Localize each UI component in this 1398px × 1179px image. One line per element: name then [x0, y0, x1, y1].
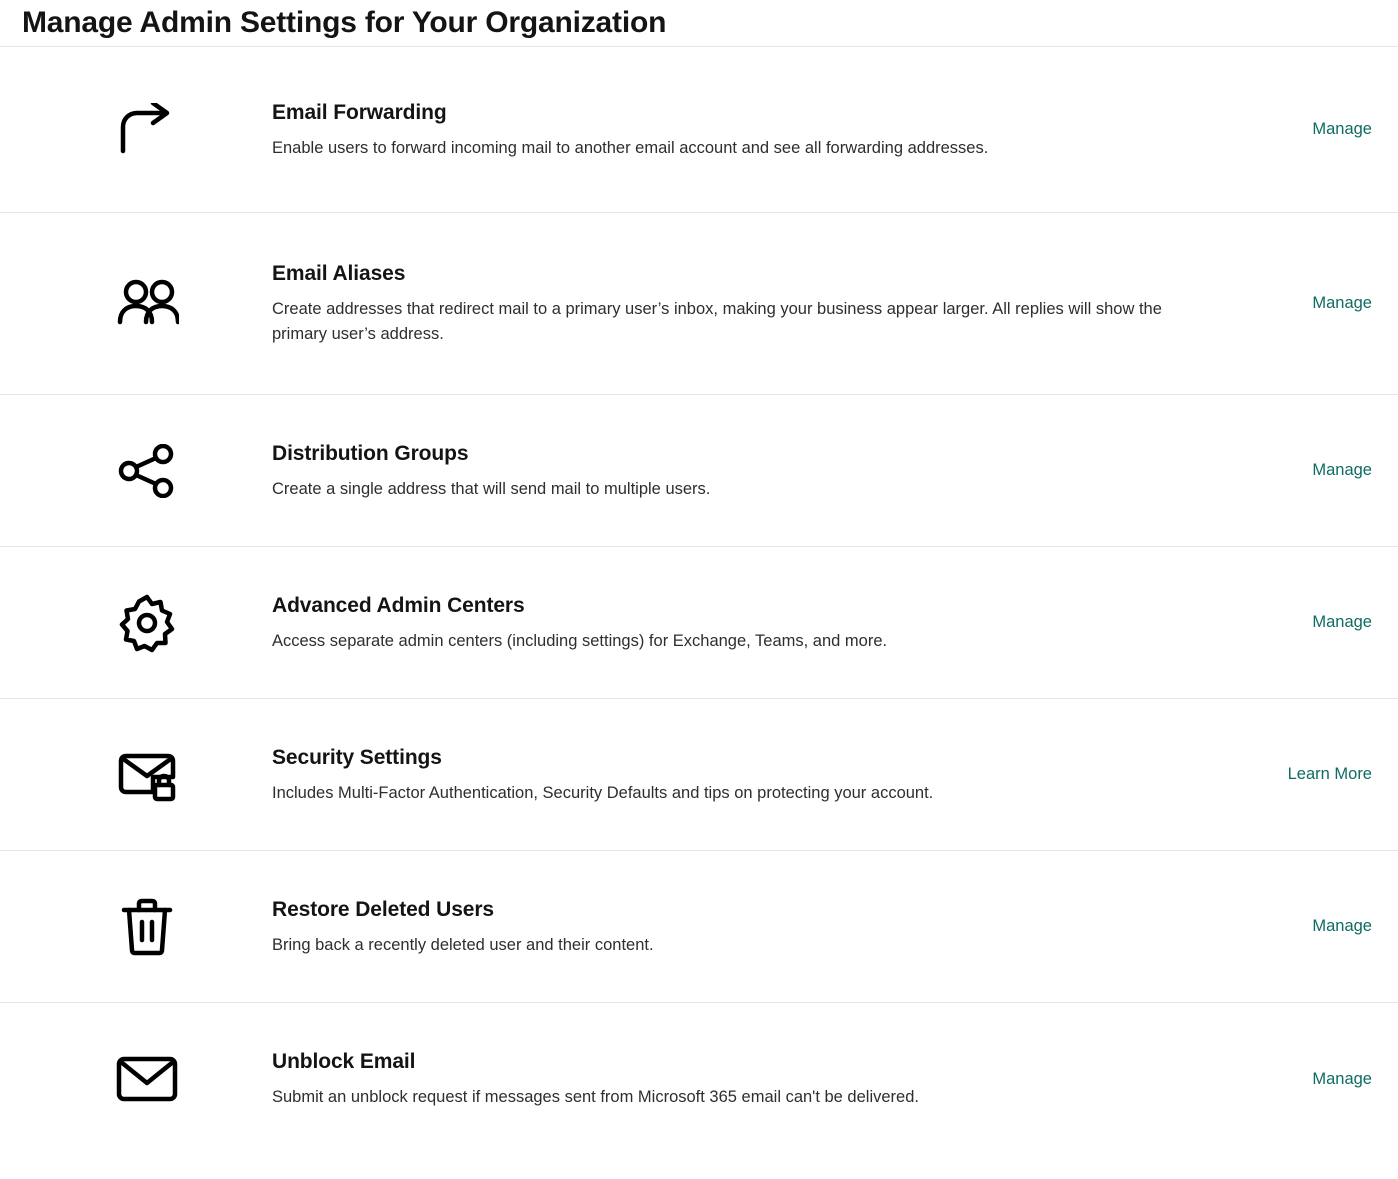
setting-description: Includes Multi-Factor Authentication, Security Defaults and tips on protecting your account.	[272, 783, 934, 802]
setting-action-cell	[1202, 120, 1372, 139]
setting-action-cell	[1202, 765, 1372, 784]
setting-row-advanced-admin-centers[interactable]	[0, 547, 1398, 699]
setting-description: Enable users to forward incoming mail to another email account and see all forwarding addresses.	[272, 138, 989, 157]
setting-text-email-forwarding	[272, 99, 1202, 161]
setting-row-security-settings[interactable]	[0, 699, 1398, 851]
manage-link-restore-deleted-users[interactable]: Manage	[1312, 917, 1372, 935]
setting-title: Email Forwarding	[272, 100, 447, 124]
setting-text-email-aliases	[272, 260, 1202, 347]
setting-description: Submit an unblock request if messages sent from Microsoft 365 email can't be delivered.	[272, 1088, 919, 1106]
share-network-icon	[22, 444, 272, 498]
manage-link-email-aliases[interactable]: Manage	[1312, 294, 1372, 312]
setting-row-unblock-email[interactable]	[0, 1003, 1398, 1155]
setting-description: Bring back a recently deleted user and their content.	[272, 935, 654, 954]
setting-action-cell	[1202, 294, 1372, 313]
setting-description: Create addresses that redirect mail to a primary user’s inbox, making your business appear larger. All replies will show the primary user’s address.	[272, 300, 1162, 343]
setting-action-cell	[1202, 613, 1372, 632]
manage-link-advanced-admin-centers[interactable]: Manage	[1312, 613, 1372, 631]
setting-text-unblock-email	[272, 1048, 1202, 1110]
manage-link-email-forwarding[interactable]: Manage	[1312, 120, 1372, 138]
setting-row-restore-deleted-users[interactable]	[0, 851, 1398, 1003]
setting-text-advanced-admin-centers	[272, 592, 1202, 654]
setting-text-restore-deleted-users	[272, 896, 1202, 958]
setting-description: Create a single address that will send mail to multiple users.	[272, 479, 711, 498]
envelope-lock-icon	[22, 747, 272, 803]
setting-title: Advanced Admin Centers	[272, 593, 525, 617]
setting-title: Unblock Email	[272, 1050, 416, 1073]
setting-title: Distribution Groups	[272, 441, 469, 465]
settings-list	[0, 47, 1398, 1155]
setting-title: Restore Deleted Users	[272, 897, 494, 921]
setting-title: Security Settings	[272, 745, 442, 769]
setting-row-email-forwarding[interactable]	[0, 47, 1398, 213]
setting-title: Email Aliases	[272, 262, 406, 285]
gear-icon	[22, 593, 272, 653]
envelope-icon	[22, 1053, 272, 1105]
forward-arrow-icon	[22, 103, 272, 157]
setting-description: Access separate admin centers (including settings) for Exchange, Teams, and more.	[272, 631, 888, 650]
manage-link-unblock-email[interactable]: Manage	[1312, 1069, 1372, 1088]
trash-icon	[22, 898, 272, 956]
learn-more-link-security-settings[interactable]: Learn More	[1287, 765, 1372, 783]
manage-link-distribution-groups[interactable]: Manage	[1312, 461, 1372, 479]
setting-row-distribution-groups[interactable]	[0, 395, 1398, 547]
setting-row-email-aliases[interactable]	[0, 213, 1398, 395]
two-users-icon	[22, 277, 272, 331]
setting-action-cell	[1202, 917, 1372, 936]
setting-text-distribution-groups	[272, 440, 1202, 502]
setting-action-cell	[1202, 1070, 1372, 1089]
page-title: Manage Admin Settings for Your Organization	[22, 6, 667, 39]
setting-action-cell	[1202, 461, 1372, 480]
setting-text-security-settings	[272, 744, 1202, 806]
